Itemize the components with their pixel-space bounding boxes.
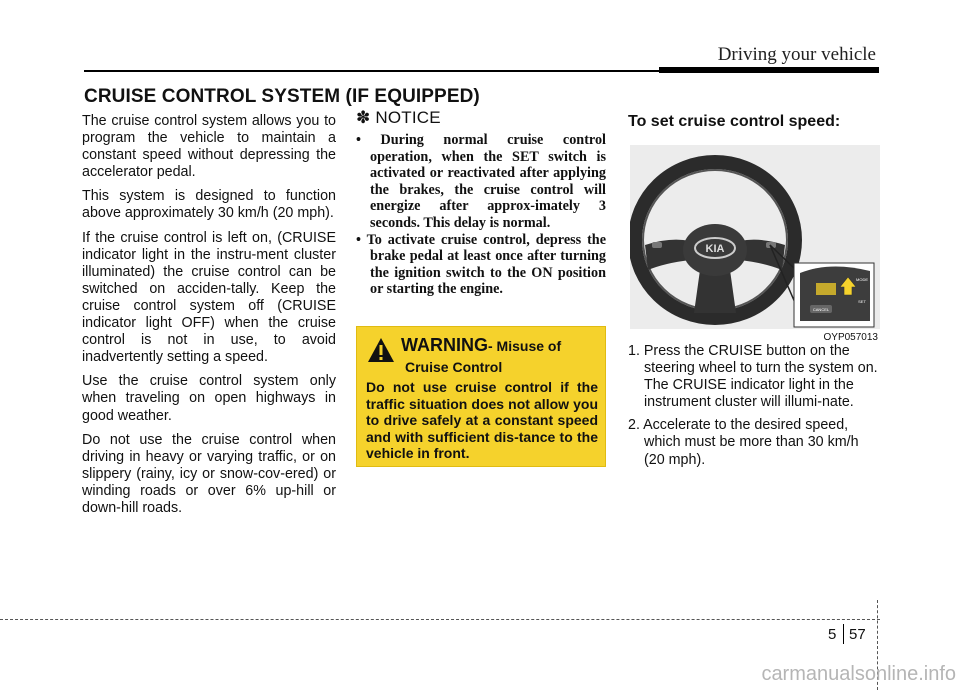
paragraph: The cruise control system allows you to program the vehicle to maintain a constant speed without depressing the accelerator pedal. xyxy=(82,113,336,181)
brand-logo: KIA xyxy=(705,243,725,255)
footer-rule xyxy=(0,619,880,620)
page-separator xyxy=(843,624,844,644)
warning-text: Do not use cruise control if the traffic situation does not allow you to drive safely at a constant speed and with sufficient dis-tance to the vehicle in front. xyxy=(366,379,598,461)
warning-label: WARNING xyxy=(401,335,488,355)
cancel-label: CANCEL xyxy=(812,307,830,312)
page-number: 57 xyxy=(849,626,866,643)
warning-box xyxy=(356,326,606,467)
paragraph: Use the cruise control system only when traveling on open highways in good weather. xyxy=(82,373,336,424)
chapter-number: 5 xyxy=(828,626,837,643)
notice-title: ✽ NOTICE xyxy=(356,108,441,127)
header-rule xyxy=(84,70,664,72)
steps-list xyxy=(628,343,880,475)
steering-wheel-figure xyxy=(630,145,880,343)
figure-caption: OYP057013 xyxy=(823,332,878,343)
paragraph: If the cruise control is left on, (CRUISE indicator light in the instru-ment cluster illuminated) the cruise control can be switched on acciden-tally. Keep the cruise control system off (CRUISE indicator light OFF) when the cruise control is not in use, to avoid inadvertently setting a speed. xyxy=(82,229,336,366)
notice-item: • To activate cruise control, depress the brake pedal at least once after turning the ignition switch to the ON position or starting the engine. xyxy=(356,231,606,298)
notice-list xyxy=(356,132,606,298)
paragraph: This system is designed to function above approximately 30 km/h (20 mph). xyxy=(82,188,336,222)
set-speed-section xyxy=(628,113,880,468)
paragraph: Do not use the cruise control when driving in heavy or varying traffic, or on slippery (rainy, icy or snow-cov-ered) or winding roads or over 6% up-hill or down-hill roads. xyxy=(82,431,336,516)
warning-subtitle-line2: Cruise Control xyxy=(405,359,503,375)
warning-triangle-icon xyxy=(367,337,395,363)
mode-label: MODE xyxy=(856,277,868,282)
set-speed-heading: To set cruise control speed: xyxy=(628,113,841,130)
intro-column xyxy=(82,113,336,524)
header-rule-thick xyxy=(659,67,879,73)
step-item: 2. Accelerate to the desired speed, which must be more than 30 km/h (20 mph). xyxy=(628,417,859,468)
watermark: carmanualsonline.info xyxy=(761,663,956,685)
step-item: 1. Press the CRUISE button on the steering wheel to turn the system on. The CRUISE indicator light in the instrument cluster will illumi-nate. xyxy=(628,343,878,411)
notice-section xyxy=(356,108,606,298)
steering-wheel-illustration xyxy=(630,145,880,329)
section-title: CRUISE CONTROL SYSTEM (IF EQUIPPED) xyxy=(84,86,480,107)
warning-subtitle: - Misuse of xyxy=(488,338,562,354)
notice-item: • During normal cruise control operation, when the SET switch is activated or reactivated after applying the brakes, the cruise control will energize after approx-imately 3 seconds. This delay is normal. xyxy=(356,132,606,231)
set-label: SET xyxy=(858,299,866,304)
header-title: Driving your vehicle xyxy=(717,44,876,65)
